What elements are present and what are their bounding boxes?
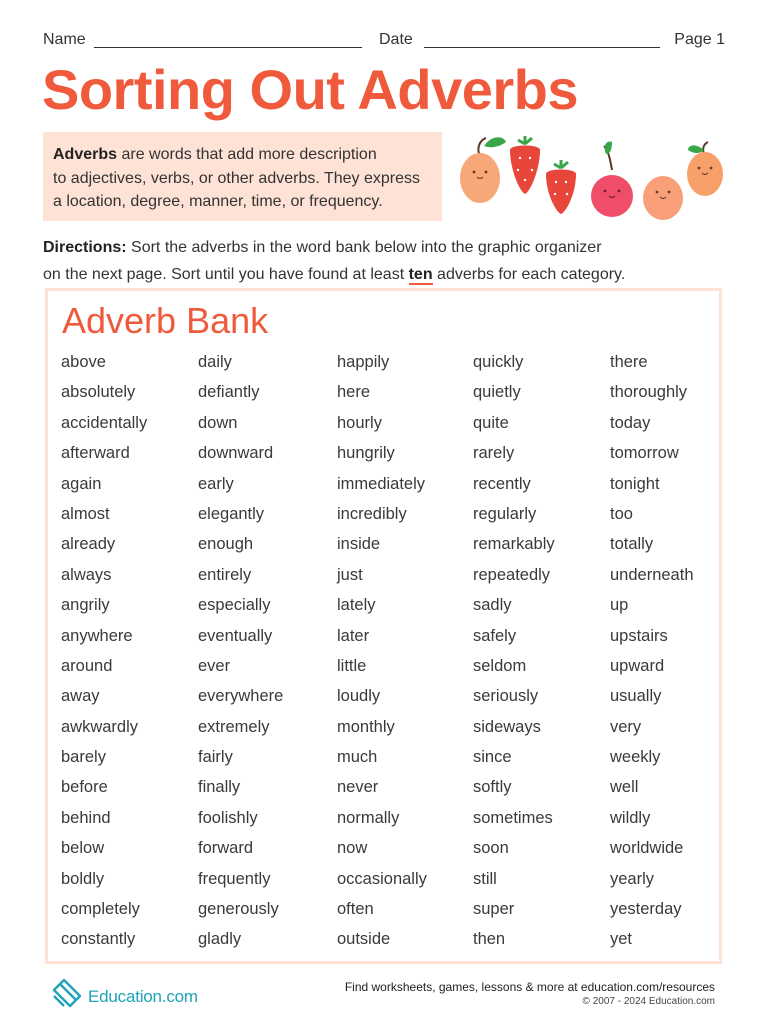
adverb-word: happily <box>337 353 390 371</box>
definition-line-1: are words that add more description <box>121 146 377 163</box>
strawberry-icon <box>510 136 540 194</box>
adverb-word: seriously <box>473 687 539 706</box>
adverb-word: monthly <box>337 717 395 736</box>
footer-copyright: © 2007 - 2024 Education.com <box>582 996 715 1007</box>
adverb-word: constantly <box>61 930 136 949</box>
directions <box>43 234 733 288</box>
fruit-illustration <box>452 126 732 226</box>
adverb-word: angrily <box>61 596 110 615</box>
adverb-word: never <box>337 778 379 797</box>
adverb-word: very <box>610 717 642 736</box>
adverb-word: then <box>473 930 506 949</box>
adverb-word: fairly <box>198 748 233 767</box>
definition-term: Adverbs <box>53 146 118 163</box>
adverb-word: sadly <box>473 596 512 615</box>
adverb-word: elegantly <box>198 504 265 523</box>
adverb-word: down <box>198 413 238 432</box>
adverb-word: here <box>337 383 371 402</box>
date-label: Date <box>379 31 413 48</box>
adverb-word: boldly <box>61 869 105 888</box>
date-blank-line <box>424 47 660 48</box>
adverb-word: today <box>610 413 651 432</box>
adverb-word: enough <box>198 535 254 554</box>
adverb-word: hourly <box>337 413 382 432</box>
adverb-word: often <box>337 900 374 919</box>
adverb-word: behind <box>61 808 111 827</box>
brand-logo[interactable] <box>50 970 210 1010</box>
adverb-word: regularly <box>473 504 537 523</box>
adverb-word: incredibly <box>337 504 407 523</box>
adverb-word: frequently <box>198 869 271 888</box>
page-number: Page 1 <box>674 31 725 48</box>
adverb-word: hungrily <box>337 444 395 463</box>
name-label: Name <box>43 31 86 48</box>
adverb-word: already <box>61 535 116 554</box>
definition-box <box>43 132 442 221</box>
directions-line-1: Sort the adverbs in the word bank below into the graphic organizer <box>131 239 602 256</box>
name-blank-line <box>94 47 362 48</box>
directions-emphasis: ten <box>408 266 433 283</box>
adverb-word: up <box>610 596 629 615</box>
adverb-word: now <box>337 839 368 858</box>
adverb-word: yesterday <box>610 900 682 919</box>
adverb-word: afterward <box>61 444 130 463</box>
adverb-word: tomorrow <box>610 444 679 463</box>
peach-icon <box>643 176 683 220</box>
adverb-word: eventually <box>198 626 273 645</box>
adverb-word: gladly <box>198 930 242 949</box>
adverb-word: wildly <box>610 808 651 827</box>
adverb-word: away <box>61 687 100 706</box>
directions-label: Directions: <box>43 239 127 256</box>
adverb-word: recently <box>473 474 531 493</box>
adverb-word: above <box>61 353 106 371</box>
adverb-word: always <box>61 565 112 584</box>
adverb-word: completely <box>61 900 140 919</box>
adverb-word: immediately <box>337 474 426 493</box>
apple-icon <box>591 142 633 218</box>
adverb-word: occasionally <box>337 869 427 888</box>
adverb-word: seldom <box>473 656 527 675</box>
adverb-word: outside <box>337 930 391 949</box>
strawberry-icon <box>546 160 576 214</box>
adverb-word: inside <box>337 535 381 554</box>
adverb-word: foolishly <box>198 808 258 827</box>
adverb-word: absolutely <box>61 383 136 402</box>
adverb-word: weekly <box>610 748 661 767</box>
adverb-word: underneath <box>610 565 694 584</box>
adverb-word: repeatedly <box>473 565 551 584</box>
footer-info <box>345 979 715 1009</box>
directions-line-2-end: adverbs for each category. <box>437 266 626 283</box>
adverb-word: tonight <box>610 474 660 493</box>
adverb-word: almost <box>61 504 110 523</box>
adverb-word: downward <box>198 444 274 463</box>
adverb-word: forward <box>198 839 254 858</box>
adverb-word: worldwide <box>610 839 684 858</box>
adverb-word: anywhere <box>61 626 133 645</box>
adverb-word: rarely <box>473 444 515 463</box>
adverb-word: upstairs <box>610 626 668 645</box>
logo-icon <box>50 972 86 1010</box>
peach-icon <box>687 142 723 196</box>
adverb-word: quickly <box>473 353 524 371</box>
adverb-word: since <box>473 748 512 767</box>
adverb-word: well <box>610 778 639 797</box>
adverb-word: accidentally <box>61 413 148 432</box>
word-column-2 <box>198 348 283 956</box>
adverb-word: defiantly <box>198 383 260 402</box>
adverb-word: yearly <box>610 869 655 888</box>
adverb-word: still <box>473 869 497 888</box>
adverb-word: thoroughly <box>610 383 688 402</box>
adverb-word: just <box>337 565 363 584</box>
adverb-word: entirely <box>198 565 252 584</box>
adverb-word: below <box>61 839 105 858</box>
adverb-word: later <box>337 626 370 645</box>
adverb-word: safely <box>473 626 517 645</box>
adverb-word: lately <box>337 596 376 615</box>
word-column-4 <box>473 348 555 956</box>
adverb-word: everywhere <box>198 687 284 706</box>
definition-line-3: a location, degree, manner, time, or frequency. <box>53 193 383 210</box>
adverb-word: ever <box>198 656 231 675</box>
adverb-word: quietly <box>473 383 521 402</box>
adverb-word: yet <box>610 930 633 949</box>
adverb-word: too <box>610 504 633 523</box>
adverb-word: quite <box>473 413 509 432</box>
adverb-word: generously <box>198 900 279 919</box>
word-column-3 <box>337 348 427 956</box>
footer-resources-link[interactable]: Find worksheets, games, lessons & more at education.com/resources <box>344 980 715 994</box>
adverb-word: there <box>610 353 648 371</box>
adverb-word: normally <box>337 808 400 827</box>
adverb-word: usually <box>610 687 662 706</box>
directions-line-2: on the next page. Sort until you have found at least <box>43 266 405 283</box>
word-column-5 <box>610 348 694 956</box>
worksheet-header <box>43 31 725 53</box>
adverb-word: sideways <box>473 717 541 736</box>
adverb-word: loudly <box>337 687 381 706</box>
adverb-word: extremely <box>198 717 270 736</box>
page-title: Sorting Out Adverbs <box>42 58 579 121</box>
adverb-word: little <box>337 656 367 675</box>
adverb-word: around <box>61 656 113 675</box>
adverb-word: before <box>61 778 108 797</box>
adverb-word: daily <box>198 353 232 371</box>
adverb-word: sometimes <box>473 808 553 827</box>
adverb-word: again <box>61 474 102 493</box>
adverb-word: upward <box>610 656 665 675</box>
adverb-word: totally <box>610 535 654 554</box>
adverb-word: much <box>337 748 378 767</box>
adverb-word: early <box>198 474 234 493</box>
definition-line-2: to adjectives, verbs, or other adverbs. They express <box>53 169 420 187</box>
adverb-word: super <box>473 900 515 919</box>
adverb-word: finally <box>198 778 241 797</box>
adverb-word: soon <box>473 839 509 858</box>
adverb-word: especially <box>198 596 271 615</box>
adverb-word: remarkably <box>473 535 555 554</box>
adverb-word: awkwardly <box>61 717 139 736</box>
adverb-word: softly <box>473 778 512 797</box>
word-column-1 <box>61 348 147 956</box>
adverb-word: barely <box>61 748 106 767</box>
adverb-bank-title: Adverb Bank <box>62 300 269 341</box>
peach-icon <box>460 137 506 203</box>
brand-name: Education.com <box>88 987 198 1006</box>
